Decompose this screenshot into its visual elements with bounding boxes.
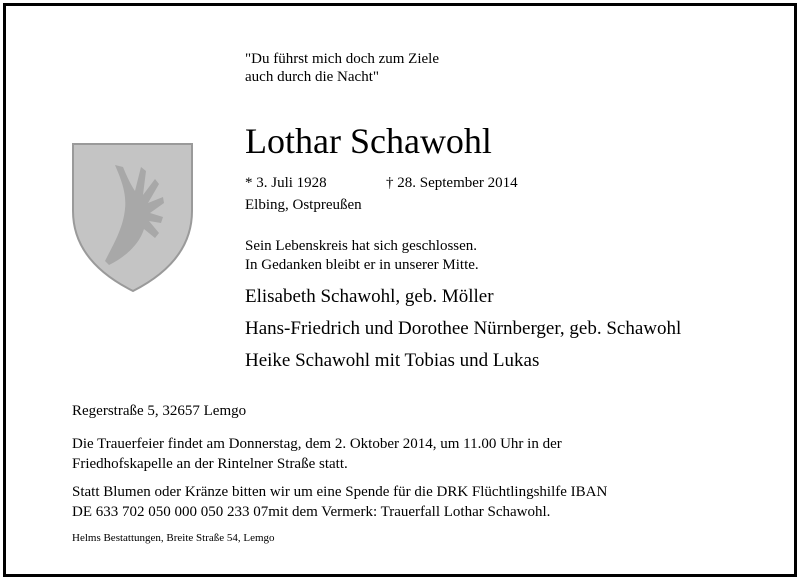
death-date: † 28. September 2014 — [386, 175, 518, 191]
message-line: Sein Lebenskreis hat sich geschlossen. — [245, 238, 478, 254]
undertaker-credit: Helms Bestattungen, Breite Straße 54, Lemgo — [72, 532, 275, 544]
epigraph-quote — [245, 50, 439, 86]
antler-coat-of-arms-icon — [71, 141, 194, 293]
ceremony-line: Die Trauerfeier findet am Donnerstag, dem 2. Oktober 2014, um 11.00 Uhr in der — [72, 436, 562, 452]
obituary-notice — [3, 3, 797, 577]
family-address: Regerstraße 5, 32657 Lemgo — [72, 403, 247, 419]
birth-date: * 3. Juli 1928 — [245, 175, 327, 191]
deceased-name: Lothar Schawohl — [245, 121, 492, 161]
birthplace: Elbing, Ostpreußen — [245, 197, 362, 213]
mourner-name: Elisabeth Schawohl, geb. Möller — [245, 286, 494, 307]
ceremony-line: Friedhofskapelle an der Rintelner Straße statt. — [72, 456, 348, 472]
donation-line: Statt Blumen oder Kränze bitten wir um eine Spende für die DRK Flüchtlingshilfe IBAN — [72, 484, 608, 500]
donation-request — [72, 482, 607, 522]
mourner-name: Hans-Friedrich und Dorothee Nürnberger, geb. Schawohl — [245, 318, 682, 339]
donation-line: DE 633 702 050 000 050 233 07mit dem Vermerk: Trauerfall Lothar Schawohl. — [72, 504, 551, 520]
quote-line: "Du führst mich doch zum Ziele — [245, 51, 439, 67]
message-line: In Gedanken bleibt er in unserer Mitte. — [245, 257, 479, 273]
funeral-service-info — [72, 434, 562, 474]
memorial-message — [245, 237, 479, 275]
mourner-name: Heike Schawohl mit Tobias und Lukas — [245, 350, 540, 371]
quote-line: auch durch die Nacht" — [245, 69, 379, 85]
